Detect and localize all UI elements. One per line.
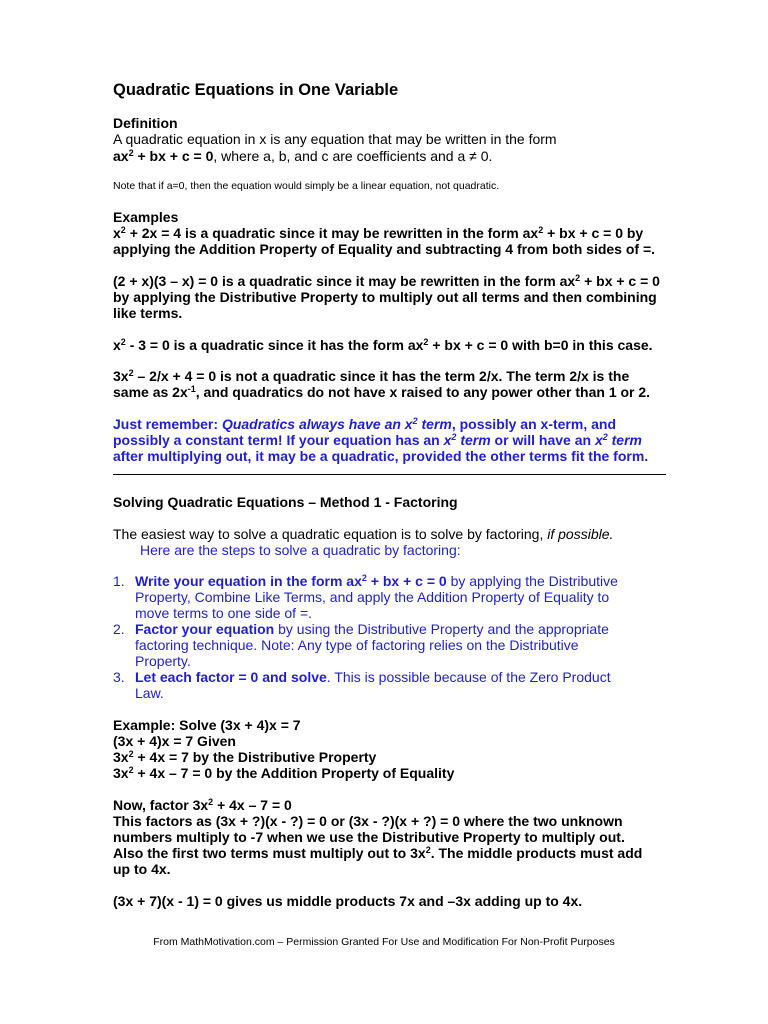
page-footer: From MathMotivation.com – Permission Granted For Use and Modification For Non-Profit Purposes [153, 936, 615, 948]
method-heading: Solving Quadratic Equations – Method 1 - Factoring [113, 494, 458, 510]
examples-heading: Examples [113, 209, 179, 225]
factor-line-1: Now, factor $3x^2 + 4x - 7 = 0$ [113, 797, 292, 813]
method-intro: The easiest way to solve a quadratic equation is to solve by factoring, if possible. [113, 526, 614, 542]
example-2-line-1: (2 + x)(3 – x) = 0 is a quadratic since it may be rewritten in the form $ax^2$ + bx + c = 0 [113, 273, 660, 289]
final-result-line: (3x + 7)(x - 1) = 0 gives us middle products 7x and –3x adding up to 4x. [113, 893, 583, 909]
step-1-line-2: Property, Combine Like Terms, and apply the Addition Property of Equality to [135, 589, 610, 605]
step-1: 1. Write your equation in the form $ax^2$ + bx + c = 0 by applying the Distributive [113, 573, 618, 589]
factor-line-5: up to 4x. [113, 861, 171, 877]
example-2-line-2: by applying the Distributive Property to multiply out all terms and then combining [113, 289, 657, 305]
definition-heading: Definition [113, 115, 178, 131]
step-3: 3. Let each factor = 0 and solve. This is possible because of the Zero Product [113, 669, 611, 685]
step-1-line-3: move terms to one side of =. [135, 605, 313, 621]
definition-line-2: $ax^2$ + bx + c = 0, where a, b, and c are coefficients and a ≠ 0. [113, 148, 493, 164]
worked-example-line-4: $3x^2 + 4x - 7 = 0$ by the Addition Property of Equality [113, 765, 455, 781]
step-2: 2. Factor your equation by using the Distributive Property and the appropriate [113, 621, 609, 637]
definition-note: Note that if a=0, then the equation would simply be a linear equation, not quadratic. [113, 180, 500, 192]
worked-example-line-3: $3x^2 + 4x = 7$ by the Distributive Property [113, 749, 377, 765]
factor-line-3: numbers multiply to -7 when we use the Distributive Property to multiply out. [113, 829, 625, 845]
step-2-line-2: factoring technique. Note: Any type of factoring relies on the Distributive [135, 637, 579, 653]
page-title: Quadratic Equations in One Variable [113, 81, 399, 99]
example-4-line-1: $3x^2 - 2/x + 4 = 0$ is not a quadratic since it has the term 2/x. The term 2/x is the [113, 368, 630, 384]
remember-line-3: after multiplying out, it may be a quadratic, provided the other terms fit the form. [113, 448, 649, 464]
worked-example-line-2: (3x + 4)x = 7 Given [113, 733, 236, 749]
remember-line-1: Just remember: Quadratics always have an $x^2$ term, possibly an x-term, and [113, 416, 616, 432]
method-intro-2: Here are the steps to solve a quadratic by factoring: [140, 542, 461, 558]
worked-example-line-1: Example: Solve (3x + 4)x = 7 [113, 717, 301, 733]
remember-line-2: possibly a constant term! If your equation has an $x^2$ term or will have an $x^2$ term [113, 432, 642, 448]
example-4-line-2: same as $2x^{-1}$, and quadratics do not have x raised to any power other than 1 or 2. [113, 384, 651, 400]
example-3: $x^2 - 3 = 0$ is a quadratic since it has the form $ax^2$ + bx + c = 0 with b=0 in this case. [113, 337, 653, 353]
factor-line-4: Also the first two terms must multiply out to $3x^2$. The middle products must add [113, 845, 643, 861]
factor-line-2: This factors as (3x + ?)(x - ?) = 0 or (3x - ?)(x + ?) = 0 where the two unknown [113, 813, 623, 829]
step-3-line-2: Law. [135, 685, 164, 701]
definition-line-1: A quadratic equation in x is any equation that may be written in the form [113, 131, 557, 147]
example-1-line-1: $x^2 + 2x = 4$ is a quadratic since it may be rewritten in the form $ax^2$ + bx + c = 0 by [113, 225, 644, 241]
step-2-line-3: Property. [135, 653, 191, 669]
example-2-line-3: like terms. [113, 305, 183, 321]
example-1-line-2: applying the Addition Property of Equality and subtracting 4 from both sides of =. [113, 241, 656, 257]
section-divider [113, 474, 666, 475]
